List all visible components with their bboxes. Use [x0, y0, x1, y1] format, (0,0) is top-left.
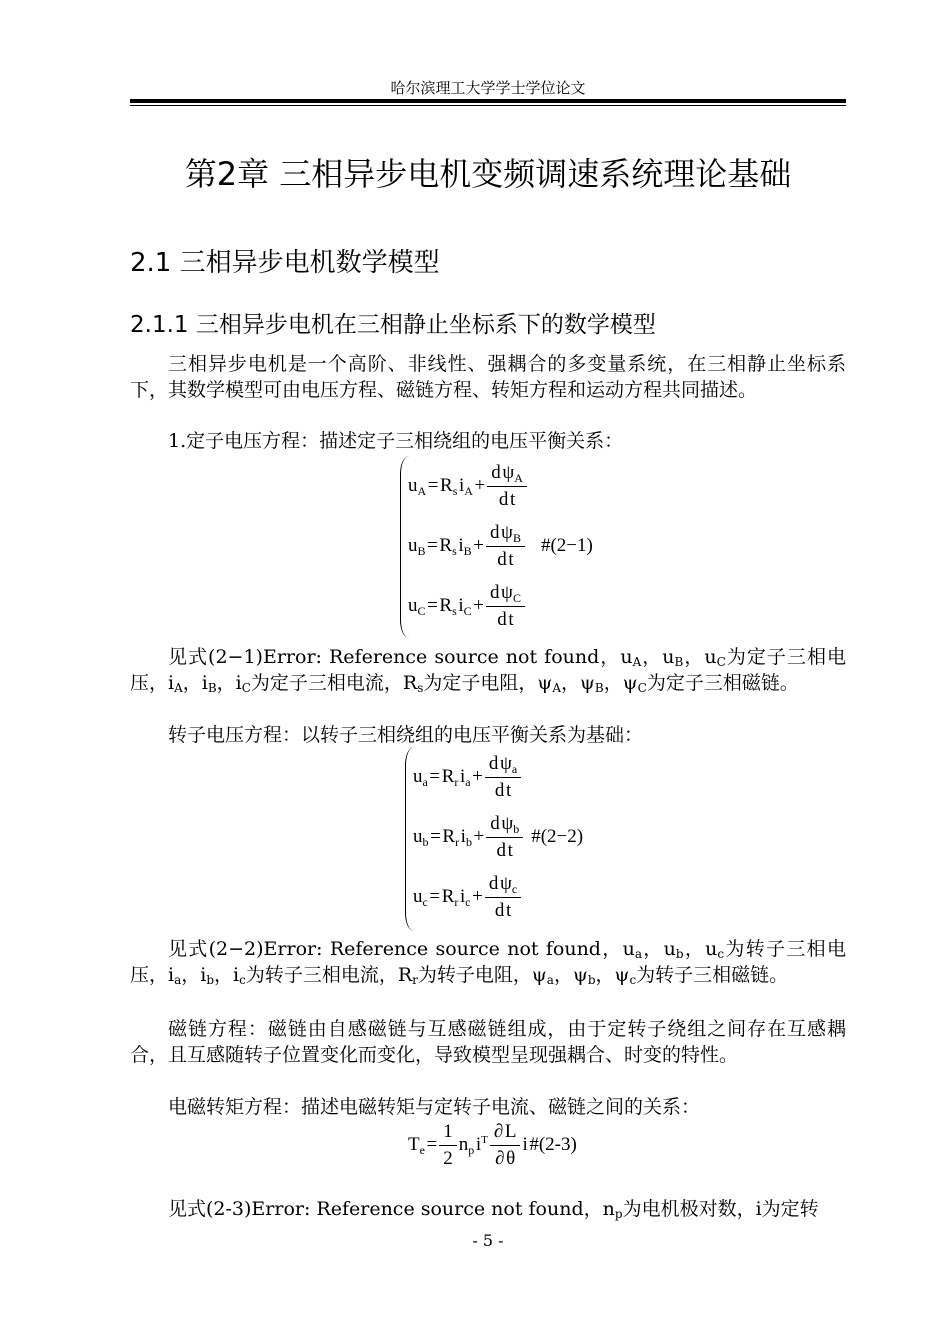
page-number: - 5 -: [472, 1231, 504, 1250]
paragraph-eq2-explanation: 见式(2−2)Error: Reference source not found，$u_a$，$u_b$，$u_c$为转子三相电压，$i_a$，$i_b$，$i_c$为转子三相电流，$R_r$为转子电阻，$\psi_a$，$\psi_b$，$\psi_c$为转子三相磁链。: [130, 938, 846, 987]
paragraph-eq3-explanation: 见式(2-3)Error: Reference source not found，$n_p$为电机极对数，i为定转: [168, 1198, 819, 1221]
header-rule-thin: [130, 105, 846, 106]
paragraph-stator-voltage: 1.定子电压方程：描述定子三相绕组的电压平衡关系：: [168, 430, 624, 452]
paragraph-torque: 电磁转矩方程：描述电磁转矩与定转子电流、磁链之间的关系：: [168, 1096, 701, 1118]
equation-line-ua: $u_a$ = $R_r$ $i_a$ + $\frac{d \psi_a}{\text{d t}}$: [413, 751, 523, 803]
paragraph-intro: 三相异步电机是一个高阶、非线性、强耦合的多变量系统，在三相静止坐标系下，其数学模型可由电压方程、磁链方程、转矩方程和运动方程共同描述。: [130, 353, 846, 401]
subsection-title: 2.1.1 三相异步电机在三相静止坐标系下的数学模型: [130, 312, 656, 338]
equation-number: #(2−1): [540, 535, 593, 556]
paragraph-eq1-explanation: 见式(2−1)Error: Reference source not found，$u_A$，$u_B$，$u_C$为定子三相电压，$i_A$，$i_B$，$i_C$为定子三相电流，$R_s$为定子电阻，$\psi_A$，$\psi_B$，$\psi_C$为定子三相磁链。: [130, 646, 846, 695]
paragraph-rotor-voltage: 转子电压方程：以转子三相绕组的电压平衡关系为基础：: [168, 724, 644, 746]
equation-number: #(2-3): [529, 1134, 577, 1155]
section-title: 2.1 三相异步电机数学模型: [130, 248, 440, 278]
equation-line-uA: $u_A$ = $R_s$ $i_A$ + $\frac{d \psi_A}{\text{d t}}$: [408, 460, 529, 512]
equation-number: #(2−2): [531, 826, 584, 847]
equation-2-2: [405, 747, 635, 931]
equation-2-1: [400, 456, 640, 638]
paragraph-flux-linkage: 磁链方程：磁链由自感磁链与互感磁链组成，由于定转子绕组之间存在互感耦合，且互感随转子位置变化而变化，导致模型呈现强耦合、时变的特性。: [130, 1018, 846, 1066]
equation-line-ub: $u_b$ = $R_r$ $i_b$ + $\frac{d \psi_b}{\text{d t}}$ #(2−2): [413, 812, 584, 861]
running-header: 哈尔滨理工大学学士学位论文: [390, 79, 586, 97]
equation-2-3: $T_e$ = $\frac{1}{2}$ $n_p$ $i^T$ $\frac{\partial L}{\partial \theta}$ i #(2-3): [408, 1120, 577, 1169]
equation-line-uC: $u_C$ = $R_s$ $i_C$ + $\frac{d \psi_C}{\text{d t}}$: [408, 580, 527, 632]
equation-line-uc: $u_c$ = $R_r$ $i_c$ + $\frac{d \psi_c}{\text{d t}}$: [413, 871, 523, 923]
header-rule-thick: [130, 99, 846, 103]
chapter-title: 第2章 三相异步电机变频调速系统理论基础: [184, 155, 792, 193]
equation-line-uB: $u_B$ = $R_s$ $i_B$ + $\frac{d \psi_B}{\text{d t}}$ #(2−1): [408, 521, 593, 570]
